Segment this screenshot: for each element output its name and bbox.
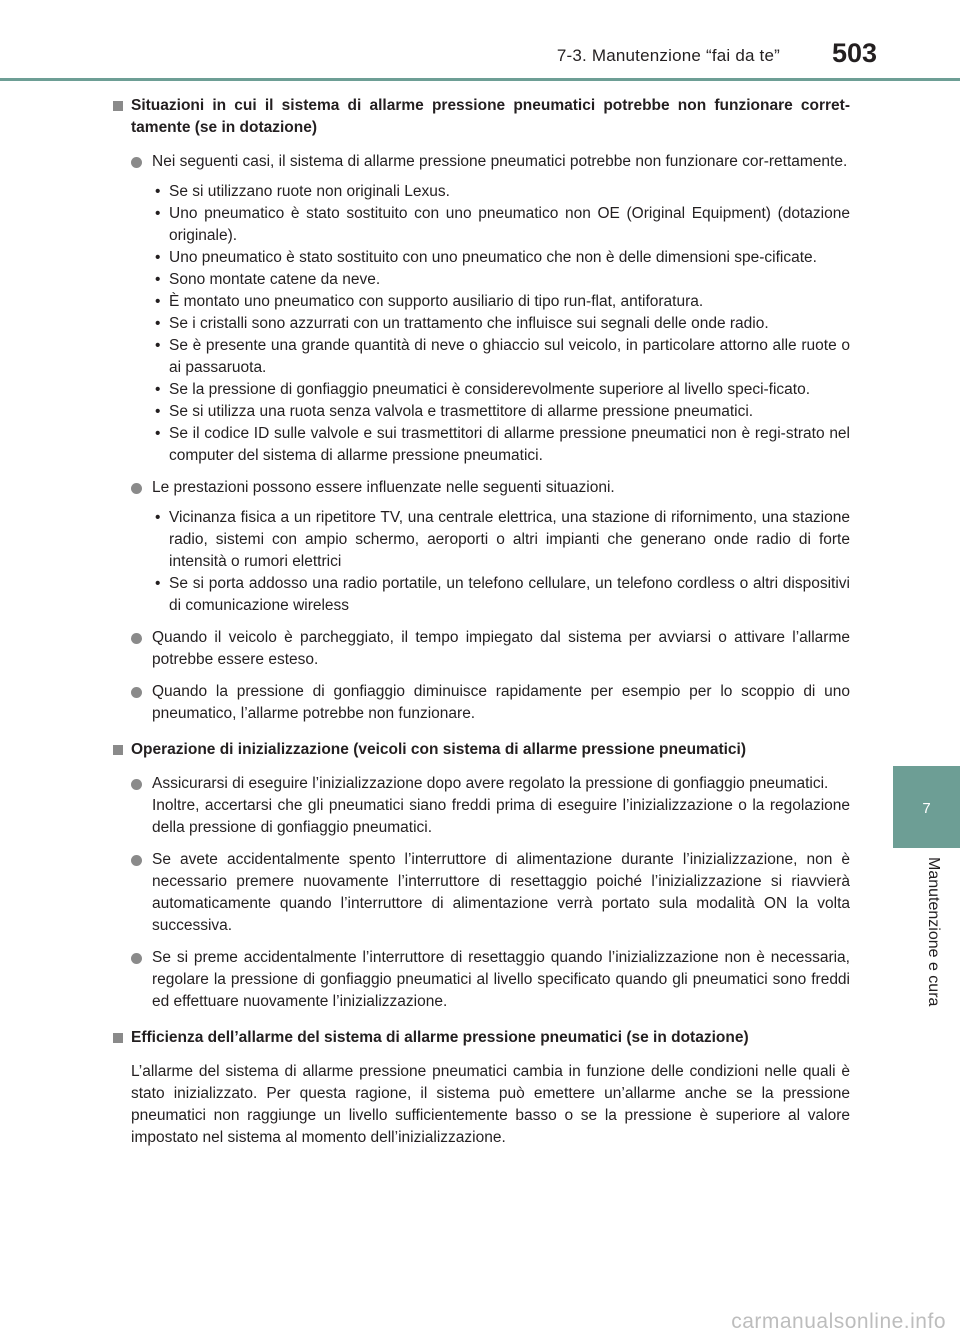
sub-list xyxy=(131,181,850,467)
list-item: • È montato uno pneumatico con supporto ausiliario di tipo run-flat, antiforatura. xyxy=(155,293,704,310)
list-item: • Uno pneumatico è stato sostituito con uno pneumatico non OE (Original Equipment) (dotazione originale). xyxy=(155,205,850,244)
circle-bullet-icon xyxy=(131,779,142,790)
list-item: • Se la pressione di gonfiaggio pneumatici è considerevolmente superiore al livello speci-ficato. xyxy=(155,381,811,398)
sub-list xyxy=(131,507,850,617)
section-heading: Operazione di inizializzazione (veicoli con sistema di allarme pressione pneumatici) xyxy=(110,739,850,761)
chapter-tab xyxy=(893,766,960,848)
list-item: • Se i cristalli sono azzurrati con un trattamento che influisce sui segnali delle onde radio. xyxy=(155,315,769,332)
bullet-item: Se si preme accidentalmente l’interruttore di resettaggio quando l’inizializzazione non è necessaria, regolare la pressione di gonfiaggio pneumatici al livello specificato quando gli pneumatici sono freddi ed effettuare nuovamente l’inizializzazione. xyxy=(110,947,850,1013)
list-item: • Se il codice ID sulle valvole e sui trasmettitori di allarme pressione pneumatici non è regi-strato nel computer del sistema di allarme pressione pneumatici. xyxy=(155,425,850,464)
circle-bullet-icon xyxy=(131,687,142,698)
list-item: • Vicinanza fisica a un ripetitore TV, una centrale elettrica, una stazione di rifornimento, una stazione radio, sistemi con ampio schermo, aeroporti o altri impianti che generano onde radio di forte intensità o rumori elettrici xyxy=(155,509,850,570)
circle-bullet-icon xyxy=(131,633,142,644)
page-number: 503 xyxy=(832,38,878,68)
bullet-item: Nei seguenti casi, il sistema di allarme pressione pneumatici potrebbe non funzionare cor-rettamente. • Se si utilizzano ruote non originali Lexus. • Uno pneumatico è stato sostituito con uno pneumatico non OE (Original Equipment) (dotazione originale). • Uno pneumatico è stato sostituito con uno pneumatico che non è delle dimensioni spe-cificate. • Sono montate catene da neve. • È montato uno pneumatico con supporto ausiliario di tipo run-flat, antiforatura. • Se i cristalli sono azzurrati con un trattamento che influisce sui segnali delle onde radio. • Se è presente una grande quantità di neve o ghiaccio sul veicolo, in particolare attorno alle ruote o ai passaruota. • Se la pressione di gonfiaggio pneumatici è considerevolmente superiore al livello speci-ficato. • Se si utilizza una ruota senza valvola e trasmettitore di allarme pressione pneumatici. • Se il codice ID sulle valvole e sui trasmettitori di allarme pressione pneumatici non è regi-strato nel computer del sistema di allarme pressione pneumatici. xyxy=(110,151,850,467)
circle-bullet-icon xyxy=(131,157,142,168)
chapter-label: Manutenzione e cura xyxy=(925,857,942,1007)
section-heading: Efficienza dell’allarme del sistema di allarme pressione pneumatici (se in dotazione) xyxy=(110,1027,850,1049)
body-paragraph: L’allarme del sistema di allarme pressione pneumatici cambia in funzione delle condizioni nelle quali è stato inizializzato. Per questa ragione, il sistema può emettere un’allarme anche se la pressione pneumatici non raggiunge un livello sufficientemente basso o se la pressione è superiore al valore impostato nel sistema al momento dell’inizializzazione. xyxy=(131,1063,850,1146)
bullet-item: Quando il veicolo è parcheggiato, il tempo impiegato dal sistema per avviarsi o attivare l’allarme potrebbe essere esteso. xyxy=(110,627,850,671)
page-content xyxy=(110,95,850,1159)
circle-bullet-icon xyxy=(131,953,142,964)
bullet-item: Assicurarsi di eseguire l’inizializzazione dopo avere regolato la pressione di gonfiaggio pneumatici. Inoltre, accertarsi che gli pneumatici siano freddi prima di eseguire l’inizializzazione o la regolazione della pressione di gonfiaggio pneumatici. xyxy=(110,773,850,839)
list-item: • Uno pneumatico è stato sostituito con uno pneumatico che non è delle dimensioni spe-cificate. xyxy=(155,249,817,266)
list-item: • Se si utilizza una ruota senza valvola e trasmettitore di allarme pressione pneumatici. xyxy=(155,403,754,420)
list-item: • Se è presente una grande quantità di neve o ghiaccio sul veicolo, in particolare attorno alle ruote o ai passaruota. xyxy=(155,337,850,376)
section-title: 7-3. Manutenzione “fai da te” xyxy=(556,46,780,65)
circle-bullet-icon xyxy=(131,855,142,866)
list-item: • Se si utilizzano ruote non originali Lexus. xyxy=(155,183,450,200)
square-bullet-icon xyxy=(113,745,123,755)
chapter-number: 7 xyxy=(922,800,931,817)
bullet-item: Se avete accidentalmente spento l’interruttore di alimentazione durante l’inizializzazione, non è necessario premere nuovamente l’interruttore di resettaggio poiché l’inizializzazione si riavvierà automaticamente quando l’interruttore di alimentazione verrà portato sula modalità ON la volta successiva. xyxy=(110,849,850,937)
list-item: • Sono montate catene da neve. xyxy=(155,271,381,288)
watermark: carmanualsonline.info xyxy=(731,1310,946,1333)
circle-bullet-icon xyxy=(131,483,142,494)
square-bullet-icon xyxy=(113,101,123,111)
bullet-item: Le prestazioni possono essere influenzate nelle seguenti situazioni. • Vicinanza fisica a un ripetitore TV, una centrale elettrica, una stazione di rifornimento, una stazione radio, sistemi con ampio schermo, aeroporti o altri impianti che generano onde radio di forte intensità o rumori elettrici • Se si porta addosso una radio portatile, un telefono cellulare, un telefono cordless o altri dispositivi di comunicazione wireless xyxy=(110,477,850,617)
bullet-item: Quando la pressione di gonfiaggio diminuisce rapidamente per esempio per lo scoppio di uno pneumatico, l’allarme potrebbe non funzionare. xyxy=(110,681,850,725)
header-divider xyxy=(0,78,960,81)
list-item: • Se si porta addosso una radio portatile, un telefono cellulare, un telefono cordless o altri dispositivi di comunicazione wireless xyxy=(155,575,850,614)
square-bullet-icon xyxy=(113,1033,123,1043)
section-heading: Situazioni in cui il sistema di allarme pressione pneumatici potrebbe non funzionare corret-tamente (se in dotazione) xyxy=(110,95,850,139)
